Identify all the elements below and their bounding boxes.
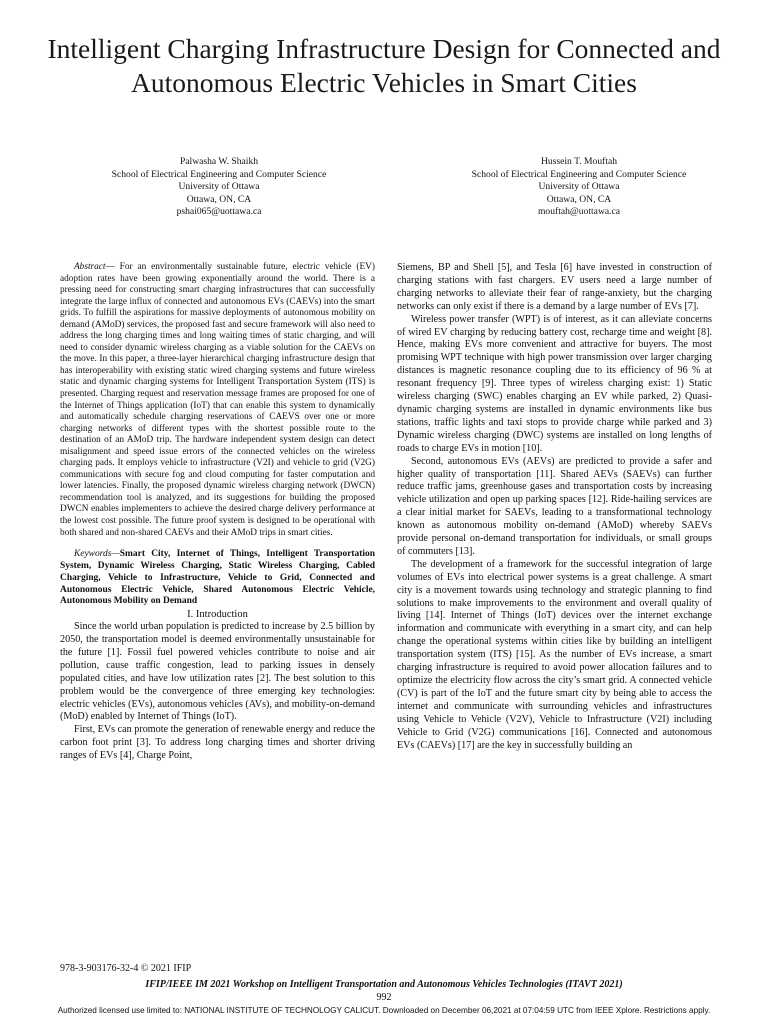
keywords-text: Smart City, Internet of Things, Intelligent Transportation System, Dynamic Wireless Charging, Static Wireless Charging, Cabled Charging, Vehicle to Infrastructure, Vehicle to Grid, Connected and Autonomous Electric Vehicle, Shared Autonomous Electric Vehicle, Autonomous Mobility on Demand [60, 549, 375, 607]
author-location: Ottawa, ON, CA [546, 193, 612, 205]
author-block-2 [400, 156, 758, 219]
author-university: University of Ottawa [538, 181, 620, 192]
keywords-label: Keywords— [74, 549, 120, 560]
author-block-1 [40, 156, 398, 219]
right-column [397, 262, 712, 752]
intro-paragraph: Since the world urban population is predicted to increase by 2.5 billion by 2050, the transportation model is deemed environmentally unsustainable for the future [1]. Fossil fuel powered vehicles contribute to noise and air pollution, cause traffic congestion, lead to parking issues in densely populated cities, and have low utilization rates [2]. The best solution to this problem would be the convergence of three emerging key technologies: electric vehicles (EVs), autonomous vehicles (AVs), and mobility-on-demand (MoD) enabled by Internet of Things (IoT). [60, 621, 375, 723]
license-notice: Authorized licensed use limited to: NATIONAL INSTITUTE OF TECHNOLOGY CALICUT. Downloaded on December 06,2021 at 07:04:59 UTC from IEEE Xplore. Restrictions apply. [57, 1006, 711, 1015]
keywords [60, 549, 375, 608]
isbn-copyright: 978-3-903176-32-4 © 2021 IFIP [60, 963, 192, 974]
workshop-footer: IFIP/IEEE IM 2021 Workshop on Intelligent Transportation and Autonomous Vehicles Technologies (ITAVT 2021) [145, 979, 623, 990]
author-name: Palwasha W. Shaikh [179, 156, 259, 167]
abstract-text: — For an environmentally sustainable future, electric vehicle (EV) adoption rates have been growing exponentially around the world. There is a pressing need for constructing smart charging infrastructures that can successfully integrate the large influx of connected and autonomous EVs (CAEVs) into the smart grids. To fulfill the aspirations for massive deployments of autonomous mobility on demand (AMoD) services, the proposed fast and secure framework will also need to address the long charging times and long waiting times of static charging, and will need to consider dynamic wireless charging as a viable solution for the CAEVs on the move. In this paper, a three-layer hierarchical charging infrastructure design that has interoperability with existing static wired charging systems and future wireless static and dynamic charging systems for Intelligent Transportation System (ITS) is presented. Charging request and reservation message frames are proposed for one of the Internet of Things application (IoT) that can enable this system to dynamically and automatically schedule charging reservations of CAEVS over one or more charging networks of different types with the shortest possible route to the destination of an AMoD trip. The hardware independent system design can detect misalignment and speed issue errors of the connected vehicles on the wireless charging pads. It employs vehicle to infrastructure (V2I) and vehicle to grid (V2G) communications with secure fog and cloud computing for faster computation and lower latencies. Finally, the proposed dynamic wireless charging network (DWCN) recommendation tool is analyzed, and its suggestions for building the proposed DWCN enables implementers to achieve the desired charge delivery performance at the lowest cost possible. The future proof system is designed to be operational with both shared and non-shared CAEVs and their AMoD trips in smart cities. [60, 262, 375, 538]
author-name: Hussein T. Mouftah [540, 156, 618, 167]
author-location: Ottawa, ON, CA [186, 193, 252, 205]
abstract-label: Abstract [74, 262, 106, 272]
left-column [60, 262, 375, 763]
author-affiliation: School of Electrical Engineering and Computer Science [471, 168, 687, 180]
author-email: pshai065@uottawa.ca [176, 206, 262, 217]
abstract [60, 262, 375, 539]
page-number: 992 [376, 992, 392, 1003]
body-paragraph: Wireless power transfer (WPT) is of interest, as it can alleviate concerns of wired EV charging by reducing battery cost, recharge time and weight [8]. Hence, making EVs more convenient and attractive for buyers. The most promising WPT technique with high power transmission over larger charging distances is magnetic resonance coupling due to its efficiency of 96 % at resonant frequency [9]. Three types of wireless charging exist: 1) Static wireless charging (SWC) enables charging an EV while parked, 2) Quasi-dynamic charging systems are installed in dynamic environments like bus stations, traffic lights and taxi stops to provide charge while parked and 3) Dynamic wireless charging (DWC) systems are installed on long lengths of roads to charge EVs in motion [10]. [397, 313, 712, 454]
author-affiliation: School of Electrical Engineering and Computer Science [111, 168, 327, 180]
author-email: mouftah@uottawa.ca [537, 206, 621, 217]
introduction-left [60, 621, 375, 763]
body-paragraph: The development of a framework for the successful integration of large volumes of EVs into electrical power systems is a great challenge. A smart city is a movement towards using technology and strategic planning to find solutions to make improvements to the environment and overall quality of living [14]. Internet of Things (IoT) devices over the internet exchange information and communicate with everything in a smart city, and can help change the operational systems within cities like by building an intelligent transportation system (ITS) [15]. As the number of EVs increase, a smart charging infrastructure is required to avoid power allocation failures and to optimize the electricity flow across the city’s smart grid. A connected vehicle (CV) is part of the IoT and the future smart city by being able to access the internet and communicate with surrounding vehicles and infrastructures using Vehicle to Vehicle (V2V), Vehicle to Infrastructure (V2I) including Vehicle to Grid (V2G) communications [16]. Connected and autonomous EVs (CAEVs) [17] are the key in successfully building an [397, 558, 712, 751]
author-university: University of Ottawa [178, 181, 260, 192]
paper-title: Intelligent Charging Infrastructure Design for Connected and Autonomous Electric Vehicles in Smart Cities [47, 33, 721, 98]
continued-paragraph: Siemens, BP and Shell [5], and Tesla [6] have invested in construction of charging stations with fast chargers. EV users need a large number of charging networks to alleviate their fear of range-anxiety, but the charging networks can only exist if there is a demand by a large number of EVs [7]. [397, 262, 712, 312]
intro-paragraph: First, EVs can promote the generation of renewable energy and reduce the carbon foot print [3]. To address long charging times and shorter driving ranges of EVs [4], Charge Point, [60, 724, 375, 762]
section-heading-introduction: I. Introduction [187, 609, 248, 621]
body-paragraph: Second, autonomous EVs (AEVs) are predicted to provide a safer and higher quality of transportation [11]. Shared AEVs (SAEVs) can further reduce traffic jams, greenhouse gases and transportation costs by increasing vehicle utilization and open up parking spaces [12]. Ride-hailing services are a clear initial market for SAEVs, leading to a transformational technology known as autonomous mobility on-demand (AMoD) whereby SAEVs provide personal on-demand transportation for individuals, or small groups of commuters [13]. [397, 455, 712, 557]
